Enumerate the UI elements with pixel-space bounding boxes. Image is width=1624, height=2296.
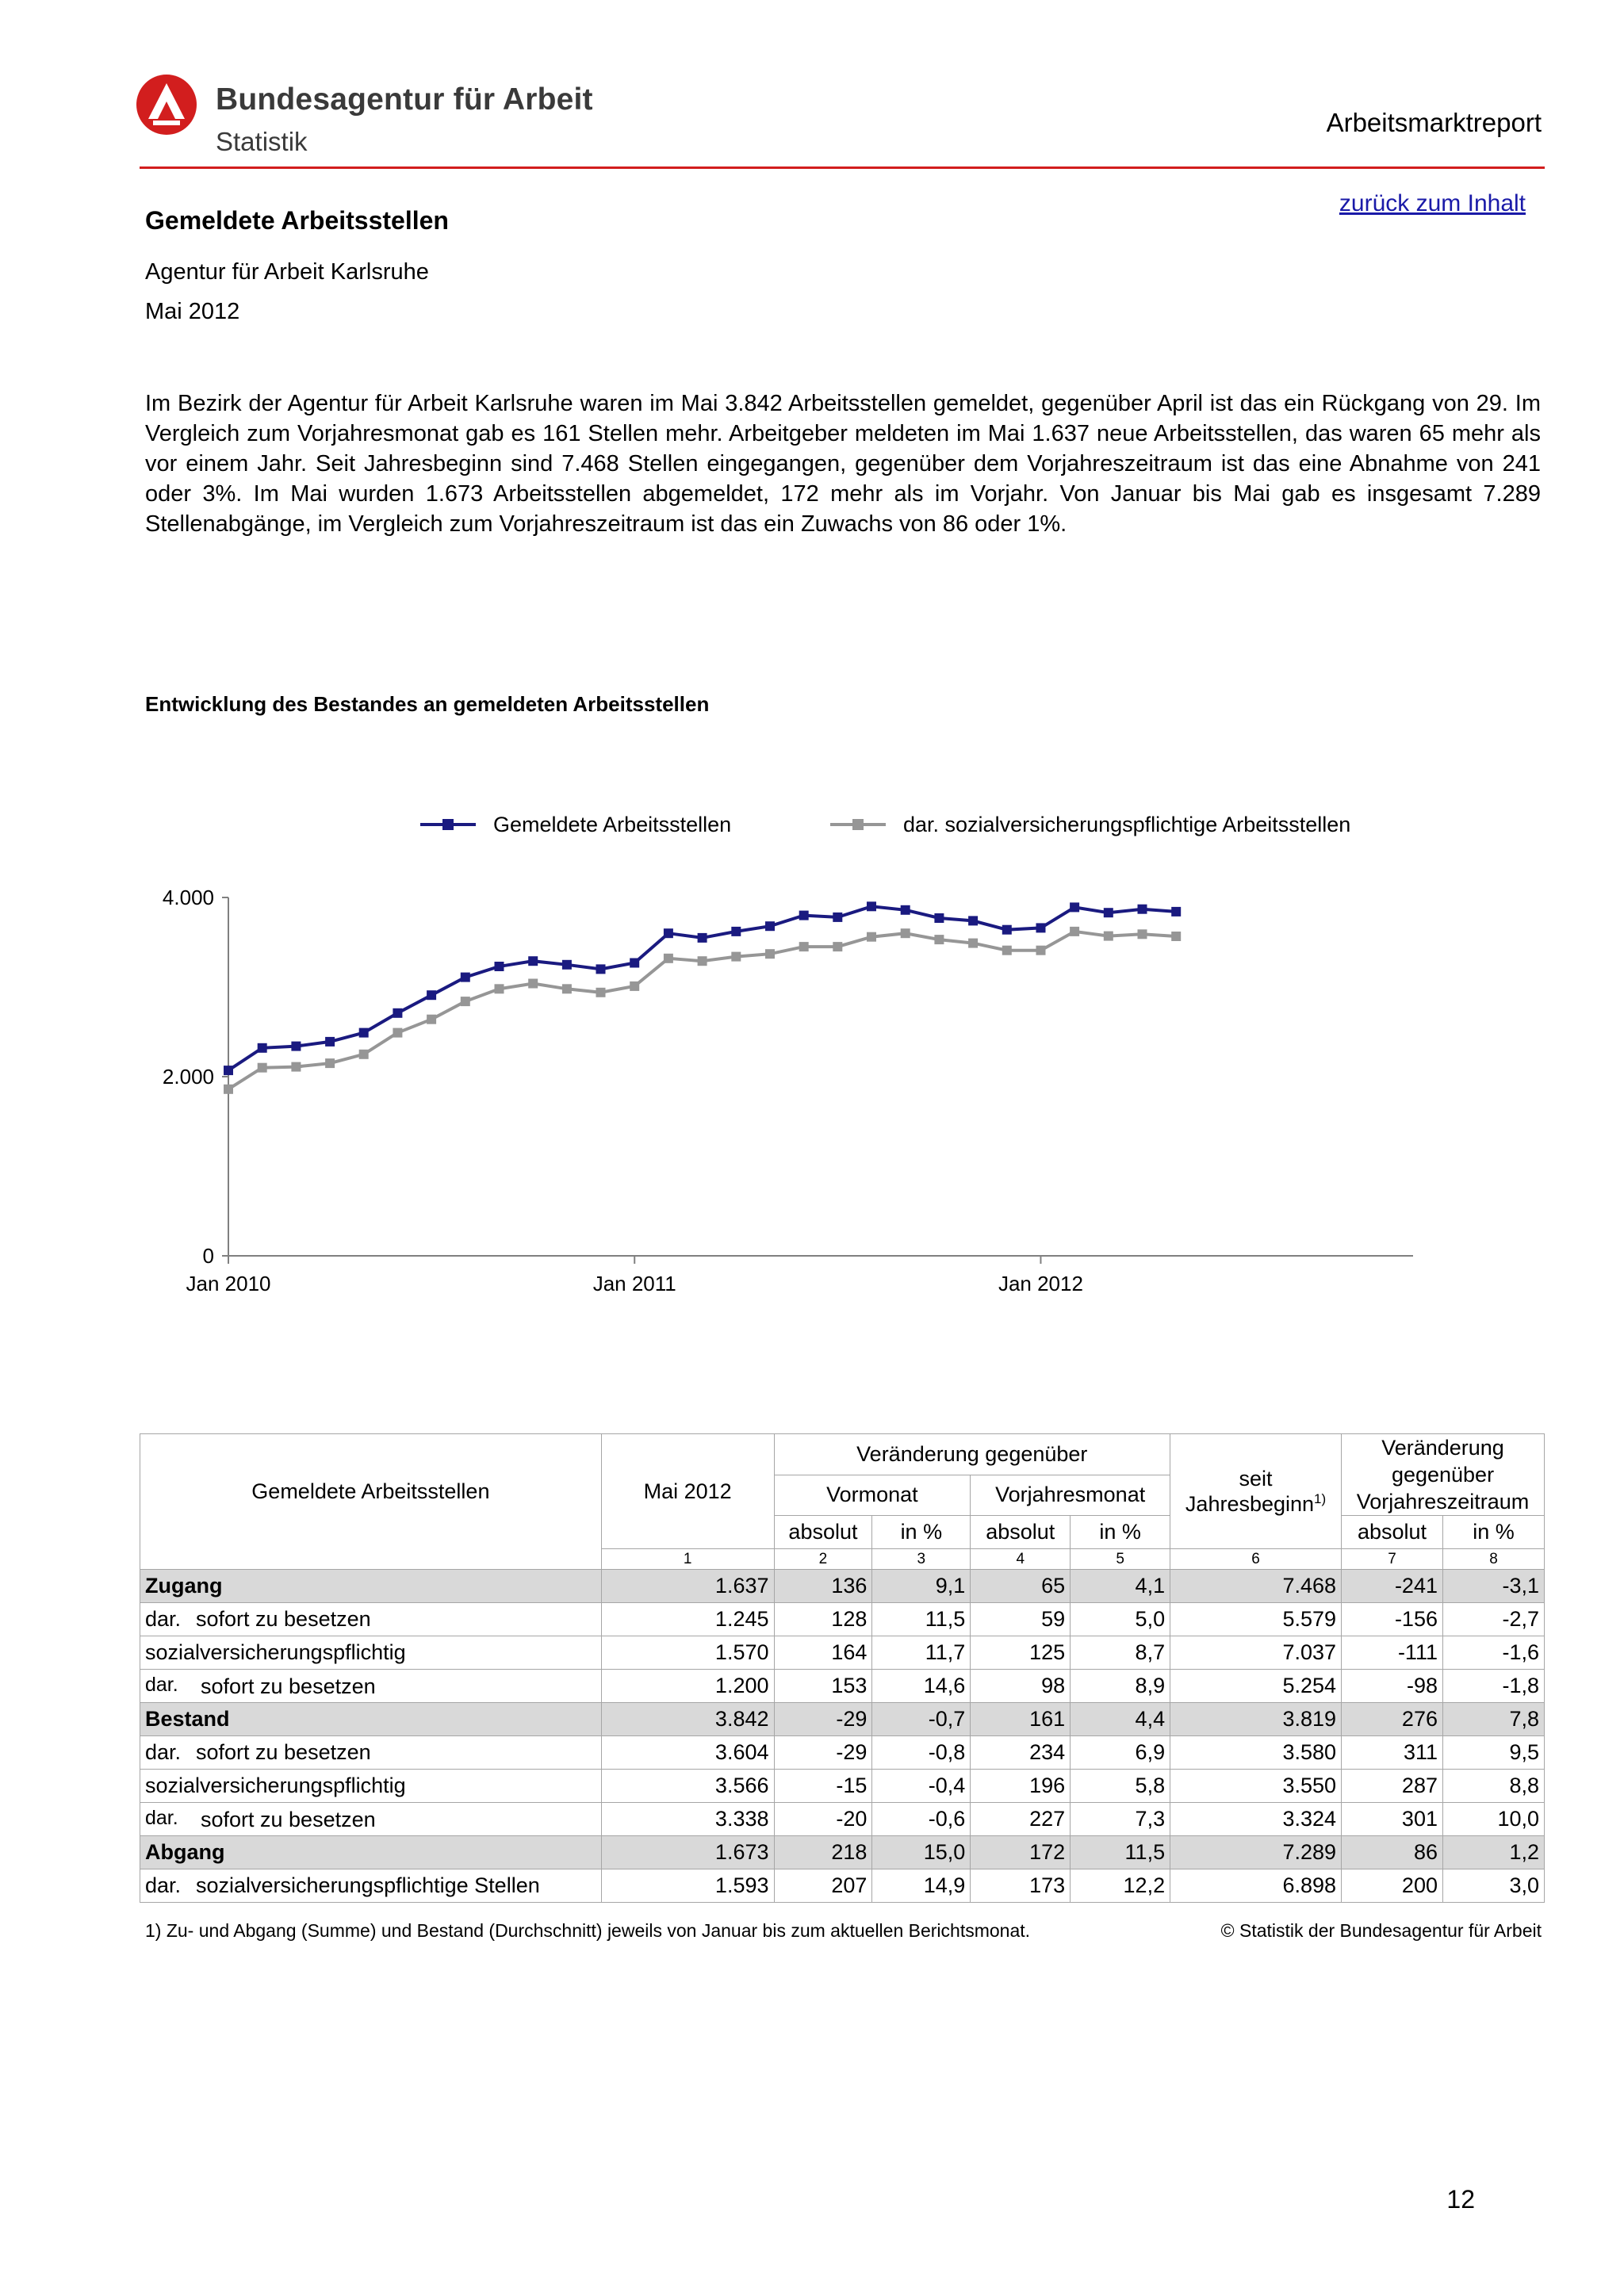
page-number: 12 — [1446, 2185, 1475, 2214]
table-cell: 8,8 — [1442, 1770, 1544, 1803]
org-name: Bundesagentur für Arbeit — [216, 82, 593, 117]
table-cell: -156 — [1342, 1603, 1443, 1636]
header-colnum: 8 — [1442, 1549, 1544, 1570]
data-point-series-2 — [427, 1015, 436, 1024]
row-label-text: sofort zu besetzen — [201, 1674, 376, 1698]
org-subtitle: Statistik — [216, 127, 308, 156]
row-label — [140, 1869, 602, 1903]
data-point-series-1 — [291, 1042, 301, 1051]
agency-name: Agentur für Arbeit Karlsruhe — [145, 259, 429, 285]
data-point-series-1 — [325, 1037, 335, 1047]
data-point-series-1 — [934, 913, 944, 923]
data-point-series-2 — [799, 942, 809, 951]
table-cell: 7.468 — [1170, 1570, 1342, 1603]
data-point-series-2 — [1104, 932, 1113, 941]
data-point-series-1 — [1036, 923, 1046, 932]
header-vjz-line2: gegenüber — [1391, 1463, 1495, 1487]
table-cell: -3,1 — [1442, 1570, 1544, 1603]
data-point-series-1 — [664, 928, 673, 938]
table-cell: 5,0 — [1071, 1603, 1170, 1636]
table-row — [140, 1670, 1545, 1703]
table-cell: 125 — [971, 1636, 1071, 1670]
row-label — [140, 1770, 602, 1803]
y-tick-label: 4.000 — [162, 886, 214, 909]
data-point-series-1 — [799, 911, 809, 920]
x-tick-label: Jan 2011 — [592, 1272, 676, 1295]
data-point-series-1 — [867, 901, 876, 911]
table-cell: 14,6 — [872, 1670, 971, 1703]
data-point-series-1 — [528, 956, 538, 966]
table-cell: 8,9 — [1071, 1670, 1170, 1703]
table-cell: 1.245 — [601, 1603, 774, 1636]
table-cell: 172 — [971, 1836, 1071, 1869]
data-point-series-1 — [596, 964, 606, 974]
table-cell: -20 — [774, 1803, 872, 1836]
data-point-series-1 — [1104, 908, 1113, 917]
header-colnum: 7 — [1342, 1549, 1443, 1570]
table-cell: 1.200 — [601, 1670, 774, 1703]
header-colnum: 2 — [774, 1549, 872, 1570]
data-point-series-2 — [596, 988, 606, 997]
data-point-series-2 — [1002, 946, 1012, 955]
data-point-series-2 — [562, 984, 572, 993]
legend-item-series-1 — [420, 810, 731, 839]
header-pct-1: in % — [872, 1516, 971, 1549]
ba-logo-icon — [135, 73, 198, 136]
data-point-series-2 — [461, 997, 470, 1006]
header-colnum: 1 — [601, 1549, 774, 1570]
table-cell: 207 — [774, 1869, 872, 1903]
data-point-series-1 — [1171, 907, 1181, 916]
row-label-text: sofort zu besetzen — [196, 1740, 371, 1764]
table-row — [140, 1703, 1545, 1736]
table-cell: -98 — [1342, 1670, 1443, 1703]
series-line-2 — [228, 932, 1176, 1089]
table-cell: 311 — [1342, 1736, 1443, 1770]
header-pct-3: in % — [1442, 1516, 1544, 1549]
row-prefix: dar. — [145, 1806, 178, 1829]
row-label-text: Abgang — [145, 1840, 225, 1864]
table-cell: -29 — [774, 1703, 872, 1736]
table-row — [140, 1636, 1545, 1670]
table-cell: 173 — [971, 1869, 1071, 1903]
table-cell: 153 — [774, 1670, 872, 1703]
table-row — [140, 1736, 1545, 1770]
header-since-footnote-mark: 1) — [1314, 1490, 1327, 1506]
row-label-text: sozialversicherungspflichtig — [145, 1774, 406, 1797]
row-prefix: dar. — [145, 1607, 182, 1631]
data-point-series-1 — [698, 933, 707, 943]
data-point-series-2 — [325, 1058, 335, 1068]
table-cell: 15,0 — [872, 1836, 971, 1869]
data-point-series-2 — [1138, 929, 1147, 939]
table-cell: 218 — [774, 1836, 872, 1869]
table-cell: -1,6 — [1442, 1636, 1544, 1670]
header-colnum: 6 — [1170, 1549, 1342, 1570]
table-cell: 234 — [971, 1736, 1071, 1770]
table-cell: 1,2 — [1442, 1836, 1544, 1869]
row-label — [140, 1836, 602, 1869]
row-label-text: sozialversicherungspflichtig — [145, 1640, 406, 1664]
data-point-series-1 — [427, 990, 436, 1000]
back-to-contents-link[interactable]: zurück zum Inhalt — [1339, 190, 1526, 216]
row-label — [140, 1636, 602, 1670]
data-point-series-1 — [833, 913, 842, 922]
table-cell: -111 — [1342, 1636, 1443, 1670]
table-cell: 6,9 — [1071, 1736, 1170, 1770]
row-label-text: sofort zu besetzen — [201, 1807, 376, 1831]
table-footnote: 1) Zu- und Abgang (Summe) und Bestand (Durchschnitt) jeweils von Januar bis zum aktuellen Berichtsmonat. — [145, 1920, 1031, 1941]
data-point-series-2 — [731, 952, 741, 962]
data-point-series-2 — [630, 982, 639, 991]
y-tick-label: 0 — [202, 1244, 214, 1268]
data-point-series-2 — [1070, 927, 1079, 936]
table-cell: 11,5 — [1071, 1836, 1170, 1869]
data-point-series-2 — [258, 1063, 267, 1073]
data-point-series-2 — [359, 1050, 369, 1059]
table-cell: 3.324 — [1170, 1803, 1342, 1836]
row-label — [140, 1670, 602, 1703]
row-label — [140, 1803, 602, 1836]
data-point-series-2 — [934, 935, 944, 944]
table-cell: -0,7 — [872, 1703, 971, 1736]
header-change: Veränderung gegenüber — [774, 1434, 1170, 1475]
header-month: Mai 2012 — [601, 1434, 774, 1549]
section-title: Gemeldete Arbeitsstellen — [145, 206, 449, 235]
table-cell: 7,3 — [1071, 1803, 1170, 1836]
data-point-series-1 — [562, 960, 572, 970]
header-vjz-line3: Vorjahreszeitraum — [1356, 1490, 1530, 1513]
table-cell: -0,8 — [872, 1736, 971, 1770]
table-cell: 7.289 — [1170, 1836, 1342, 1869]
table-cell: -2,7 — [1442, 1603, 1544, 1636]
table-row — [140, 1570, 1545, 1603]
table-cell: 6.898 — [1170, 1869, 1342, 1903]
table-row — [140, 1803, 1545, 1836]
table-cell: 7,8 — [1442, 1703, 1544, 1736]
row-label — [140, 1703, 602, 1736]
table-cell: 1.570 — [601, 1636, 774, 1670]
table-cell: 7.037 — [1170, 1636, 1342, 1670]
data-point-series-1 — [968, 916, 978, 925]
data-point-series-2 — [664, 954, 673, 963]
table-cell: 11,7 — [872, 1636, 971, 1670]
table-cell: -241 — [1342, 1570, 1443, 1603]
data-point-series-2 — [224, 1085, 233, 1094]
y-tick-label: 2.000 — [162, 1065, 214, 1089]
data-point-series-1 — [901, 905, 910, 915]
report-title: Arbeitsmarktreport — [1326, 108, 1542, 137]
x-tick-label: Jan 2010 — [186, 1272, 271, 1295]
data-point-series-1 — [1138, 905, 1147, 914]
table-cell: 11,5 — [872, 1603, 971, 1636]
data-point-series-1 — [224, 1066, 233, 1075]
row-prefix: dar. — [145, 1673, 178, 1696]
data-point-series-2 — [833, 942, 842, 951]
report-period: Mai 2012 — [145, 299, 240, 324]
legend-swatch-series-2 — [830, 810, 886, 839]
table-cell: 5.254 — [1170, 1670, 1342, 1703]
table-cell: 3.338 — [601, 1803, 774, 1836]
table-cell: 227 — [971, 1803, 1071, 1836]
data-point-series-2 — [291, 1062, 301, 1072]
data-point-series-1 — [765, 921, 775, 931]
table-cell: 196 — [971, 1770, 1071, 1803]
header-label: Gemeldete Arbeitsstellen — [140, 1434, 602, 1549]
row-label — [140, 1570, 602, 1603]
row-label-text: sofort zu besetzen — [196, 1607, 371, 1631]
table-cell: 4,1 — [1071, 1570, 1170, 1603]
data-point-series-1 — [359, 1028, 369, 1038]
data-point-series-2 — [901, 928, 910, 938]
series-line-1 — [228, 906, 1176, 1070]
table-cell: 86 — [1342, 1836, 1443, 1869]
header-divider — [140, 166, 1545, 169]
row-label-text: Zugang — [145, 1574, 223, 1598]
legend-swatch-series-1 — [420, 810, 476, 839]
line-chart — [111, 872, 1427, 1316]
data-point-series-2 — [1036, 946, 1046, 955]
stats-table — [140, 1433, 1545, 1903]
table-cell: 287 — [1342, 1770, 1443, 1803]
table-cell: 128 — [774, 1603, 872, 1636]
header-colnum: 3 — [872, 1549, 971, 1570]
table-cell: 3,0 — [1442, 1869, 1544, 1903]
table-cell: 1.673 — [601, 1836, 774, 1869]
table-cell: 200 — [1342, 1869, 1443, 1903]
header-vorjahresmonat: Vorjahresmonat — [971, 1475, 1170, 1516]
table-cell: -0,6 — [872, 1803, 971, 1836]
table-cell: 161 — [971, 1703, 1071, 1736]
table-cell: 301 — [1342, 1803, 1443, 1836]
header-colnum-empty — [140, 1549, 602, 1570]
data-point-series-1 — [495, 962, 504, 971]
table-cell: 98 — [971, 1670, 1071, 1703]
data-point-series-2 — [495, 984, 504, 993]
x-tick-label: Jan 2012 — [998, 1272, 1083, 1295]
intro-paragraph: Im Bezirk der Agentur für Arbeit Karlsruhe waren im Mai 3.842 Arbeitsstellen gemeldet, gegenüber April ist das ein Rückgang von 29. Im Vergleich zum Vorjahresmonat gab es 161 Stellen mehr. Arbeitgeber meldeten im Mai 1.637 neue Arbeitsstellen, das waren 65 mehr als vor einem Jahr. Seit Jahresbeginn sind 7.468 Stellen eingegangen, gegenüber dem Vorjahreszeitraum ist das eine Abnahme von 241 oder 3%. Im Mai wurden 1.673 Arbeitsstellen abgemeldet, 172 mehr als im Vorjahr. Von Januar bis Mai gab es insgesamt 7.289 Stellenabgänge, im Vergleich zum Vorjahreszeitraum ist das ein Zuwachs von 86 oder 1%. — [145, 391, 1541, 537]
data-point-series-1 — [1002, 925, 1012, 935]
table-cell: -0,4 — [872, 1770, 971, 1803]
table-cell: -1,8 — [1442, 1670, 1544, 1703]
data-point-series-2 — [528, 979, 538, 989]
table-cell: 1.593 — [601, 1869, 774, 1903]
header-vjz-line1: Veränderung — [1381, 1436, 1504, 1460]
legend-label-series-2: dar. sozialversicherungspflichtige Arbeitsstellen — [903, 812, 1351, 836]
data-point-series-2 — [867, 932, 876, 942]
row-label — [140, 1736, 602, 1770]
chart-title: Entwicklung des Bestandes an gemeldeten Arbeitsstellen — [145, 692, 710, 716]
table-cell: 10,0 — [1442, 1803, 1544, 1836]
table-cell: 5,8 — [1071, 1770, 1170, 1803]
table-row — [140, 1836, 1545, 1869]
row-prefix: dar. — [145, 1873, 182, 1897]
table-cell: 5.579 — [1170, 1603, 1342, 1636]
table-cell: 14,9 — [872, 1869, 971, 1903]
table-row — [140, 1869, 1545, 1903]
header-prior-period-change — [1342, 1434, 1545, 1516]
copyright-note: © Statistik der Bundesagentur für Arbeit — [1220, 1920, 1542, 1941]
table-cell: 276 — [1342, 1703, 1443, 1736]
data-point-series-1 — [258, 1043, 267, 1053]
table-cell: 4,4 — [1071, 1703, 1170, 1736]
table-cell: 3.550 — [1170, 1770, 1342, 1803]
data-point-series-1 — [630, 959, 639, 968]
row-label-text: sozialversicherungspflichtige Stellen — [196, 1873, 540, 1897]
data-point-series-2 — [1171, 932, 1181, 941]
header-vormonat: Vormonat — [774, 1475, 971, 1516]
data-point-series-2 — [765, 949, 775, 959]
row-label — [140, 1603, 602, 1636]
header-since-line2: Jahresbeginn — [1185, 1491, 1315, 1516]
table-cell: 12,2 — [1071, 1869, 1170, 1903]
table-cell: 136 — [774, 1570, 872, 1603]
table-cell: 9,1 — [872, 1570, 971, 1603]
header-since-year-start — [1170, 1434, 1342, 1549]
table-cell: 3.842 — [601, 1703, 774, 1736]
row-label-text: Bestand — [145, 1707, 230, 1731]
header-colnum: 4 — [971, 1549, 1071, 1570]
data-point-series-1 — [461, 973, 470, 982]
table-cell: 65 — [971, 1570, 1071, 1603]
table-cell: 3.604 — [601, 1736, 774, 1770]
header-absolut-3: absolut — [1342, 1516, 1443, 1549]
table-row — [140, 1770, 1545, 1803]
data-point-series-1 — [731, 927, 741, 936]
header-absolut-1: absolut — [774, 1516, 872, 1549]
table-cell: -29 — [774, 1736, 872, 1770]
table-cell: 1.637 — [601, 1570, 774, 1603]
data-point-series-2 — [698, 956, 707, 966]
table-cell: 59 — [971, 1603, 1071, 1636]
table-row — [140, 1603, 1545, 1636]
header-absolut-2: absolut — [971, 1516, 1071, 1549]
header-colnum: 5 — [1071, 1549, 1170, 1570]
legend-label-series-1: Gemeldete Arbeitsstellen — [493, 812, 732, 836]
table-cell: 3.566 — [601, 1770, 774, 1803]
table-cell: -15 — [774, 1770, 872, 1803]
table-cell: 8,7 — [1071, 1636, 1170, 1670]
table-cell: 9,5 — [1442, 1736, 1544, 1770]
header-since-line1: seit — [1239, 1466, 1273, 1490]
table-cell: 3.819 — [1170, 1703, 1342, 1736]
data-point-series-1 — [393, 1008, 402, 1018]
table-cell: 3.580 — [1170, 1736, 1342, 1770]
table-cell: 164 — [774, 1636, 872, 1670]
data-point-series-2 — [968, 939, 978, 948]
legend-item-series-2 — [830, 810, 1350, 839]
data-point-series-1 — [1070, 902, 1079, 912]
data-point-series-2 — [393, 1028, 402, 1038]
row-prefix: dar. — [145, 1740, 182, 1764]
header-pct-2: in % — [1071, 1516, 1170, 1549]
